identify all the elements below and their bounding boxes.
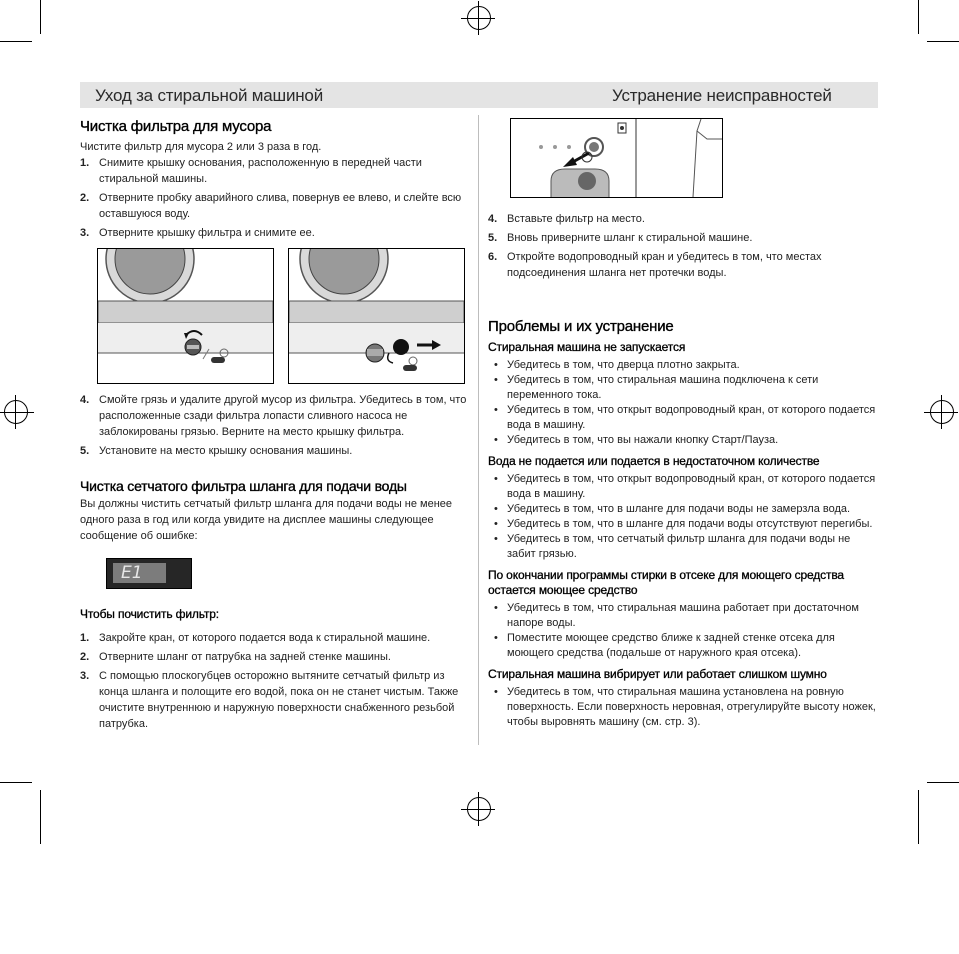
- right-page-title: Устранение неисправностей: [612, 86, 832, 105]
- list-item: 5. Вновь приверните шланг к стиральной машине.: [488, 232, 753, 244]
- list-item: • Убедитесь в том, что в шланге для подачи воды отсутствуют перегибы.: [488, 517, 880, 532]
- registration-mark: [478, 1, 479, 35]
- section-title: Стиральная машина не запускается: [488, 340, 686, 354]
- filter-steps: [80, 155, 470, 241]
- list-item: • Убедитесь в том, что открыт водопроводный кран, от которого подается вода в машину.: [488, 403, 880, 433]
- section-title: Стиральная машина вибрирует или работает слишком шумно: [488, 667, 827, 681]
- filter-intro: Чистите фильтр для мусора 2 или 3 раза в год.: [80, 141, 322, 153]
- section-title: Вода не подается или подается в недостаточном количестве: [488, 454, 820, 468]
- registration-mark: [941, 395, 942, 429]
- troubleshooting-section: [488, 318, 880, 730]
- filter-section: [80, 118, 470, 244]
- crop-mark: [40, 790, 41, 844]
- list-item: 6. Откройте водопроводный кран и убедитесь в том, что местах подсоединения шланга нет протечки воды.: [488, 251, 822, 279]
- list-item: • Убедитесь в том, что дверца плотно закрыта.: [488, 358, 880, 373]
- list-item: 1. Закройте кран, от которого подается вода к стиральной машине.: [80, 632, 431, 644]
- list-item: • Убедитесь в том, что стиральная машина подключена к сети переменного тока.: [488, 373, 880, 403]
- list-item: 5. Установите на место крышку основания машины.: [80, 445, 353, 457]
- list-item: 4. Смойте грязь и удалите другой мусор из фильтра. Убедитесь в том, что расположенные сзади фильтра лопасти сливного насоса не заблокированы грязью. Верните на место крышку фильтра.: [80, 394, 467, 438]
- list-item: • Убедитесь в том, что открыт водопроводный кран, от которого подается вода в машину.: [488, 472, 880, 502]
- bullet-list: [488, 685, 880, 730]
- list-item: • Убедитесь в том, что стиральная машина установлена на ровную поверхность. Если поверхность неровная, отрегулируйте высоту ножек, чтобы выровнять машину (см. стр. 3).: [488, 685, 880, 730]
- reassembly-steps: [488, 211, 878, 284]
- error-display: [106, 558, 192, 589]
- registration-mark: [0, 412, 34, 413]
- list-item: • Убедитесь в том, что вы нажали кнопку Старт/Пауза.: [488, 433, 880, 448]
- filter-steps-continued: [80, 392, 470, 462]
- filter-title: Чистка фильтра для мусора: [80, 118, 272, 135]
- trouble-title: Проблемы и их устранение: [488, 318, 674, 335]
- crop-mark: [0, 41, 32, 42]
- mesh-title: Чистка сетчатого фильтра шланга для подачи воды: [80, 478, 407, 494]
- mesh-procedure: [80, 607, 470, 735]
- illustration-hose-connection: [510, 118, 723, 198]
- list-item: 3. С помощью плоскогубцев осторожно вытяните сетчатый фильтр из конца шланга и полощите его водой, пока он не станет чистым. Также очистите внутреннюю и наружную поверхности снабженного резьбой патрубка.: [80, 670, 459, 730]
- list-item: • Поместите моющее средство ближе к задней стенке отсека для моющего средства (подальше от наружного края отсека).: [488, 631, 880, 661]
- column-divider: [478, 115, 479, 745]
- crop-mark: [40, 0, 41, 34]
- list-item: • Убедитесь в том, что сетчатый фильтр шланга для подачи воды не забит грязью.: [488, 532, 880, 562]
- illustration-drain-plug: [97, 248, 274, 384]
- left-page-title: Уход за стиральной машиной: [95, 86, 323, 105]
- crop-mark: [927, 41, 959, 42]
- bullet-list: [488, 472, 880, 562]
- mesh-subtitle: Чтобы почистить фильтр:: [80, 607, 219, 621]
- crop-mark: [918, 790, 919, 844]
- registration-mark: [15, 395, 16, 429]
- crop-mark: [918, 0, 919, 34]
- section-title: По окончании программы стирки в отсеке для моющего средства остается моющее средство: [488, 568, 844, 597]
- mesh-filter-section: [80, 478, 475, 544]
- list-item: 2. Отверните шланг от патрубка на задней стенке машины.: [80, 651, 391, 663]
- bullet-list: [488, 601, 880, 661]
- list-item: • Убедитесь в том, что в шланге для подачи воды не замерзла вода.: [488, 502, 880, 517]
- mesh-intro: Вы должны чистить сетчатый фильтр шланга для подачи воды не менее одного раза в год или когда увидите на дисплее машины следующее сообщение об ошибке:: [80, 498, 453, 542]
- list-item: 1. Снимите крышку основания, расположенную в передней части стиральной машины.: [80, 157, 422, 185]
- list-item: 2. Отверните пробку аварийного слива, повернув ее влево, и слейте всю оставшуюся воду.: [80, 192, 462, 220]
- crop-mark: [0, 782, 32, 783]
- list-item: • Убедитесь в том, что стиральная машина работает при достаточном напоре воды.: [488, 601, 880, 631]
- bullet-list: [488, 358, 880, 448]
- error-code: E1: [121, 563, 143, 583]
- list-item: 4. Вставьте фильтр на место.: [488, 213, 645, 225]
- illustration-filter-cap: [288, 248, 465, 384]
- list-item: 3. Отверните крышку фильтра и снимите ее.: [80, 227, 315, 239]
- registration-mark: [478, 792, 479, 826]
- crop-mark: [927, 782, 959, 783]
